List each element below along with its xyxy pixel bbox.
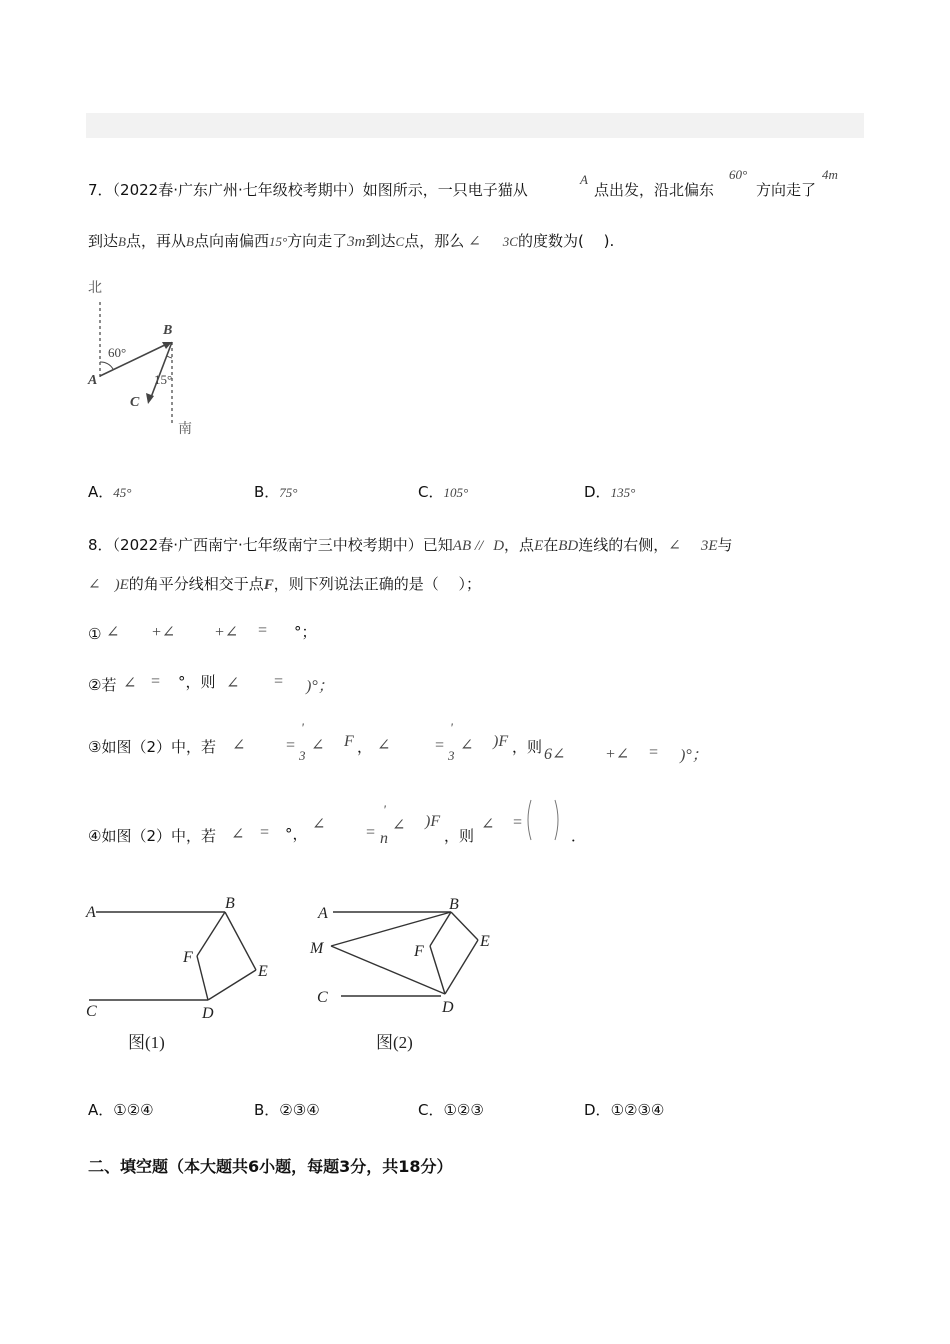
q7-text-e: 点，再从: [125, 232, 186, 250]
q7-fig-south: 南: [178, 422, 192, 437]
q8-s3-num: ③如图（2）中，若: [88, 738, 216, 756]
q7-angle-abc: 3C: [502, 234, 518, 249]
fig1-label-a: A: [86, 904, 96, 921]
q7-figure: [84, 276, 214, 446]
q7-option-a[interactable]: [88, 482, 131, 503]
q8-s4-m: ．: [571, 827, 587, 845]
q8-s4-j: ，则: [444, 827, 475, 845]
q8-s4-f: ': [383, 802, 386, 817]
q8-s3-i: =: [434, 737, 445, 754]
q8-option-a-value: ①②④: [113, 1101, 154, 1119]
q8-text-a: 已知: [422, 536, 453, 554]
q7-text-j: 的度数为( ).: [517, 232, 615, 250]
q8-s2-num: ②若: [88, 676, 117, 694]
q8-s1-c: +∠: [214, 624, 239, 641]
fig2-caption: 图(2): [376, 1033, 413, 1052]
fig2-line-md: [331, 946, 445, 994]
q8-s3-b: =: [285, 737, 296, 754]
q8-s4-l: =: [512, 814, 523, 831]
fig1-line-fd: [197, 956, 208, 1000]
q8-s4-e: =: [365, 824, 376, 841]
q7-angle-sym: ∠: [468, 234, 481, 250]
q8-s3-k: 3: [448, 748, 455, 763]
fig1-label-c: C: [86, 1003, 97, 1020]
q8-var-bd: BD: [558, 538, 579, 554]
q8-angle2-frag: )E: [114, 577, 129, 593]
fig1-label-b: B: [225, 895, 235, 912]
fig2-label-b: B: [449, 896, 459, 913]
fig1-label-d: D: [202, 1005, 214, 1022]
q8-s3-g: ，: [357, 738, 373, 756]
q8-s4-k: ∠: [481, 816, 495, 833]
q8-text-f: 的角平分线相交于点: [128, 575, 264, 593]
q8-option-d-key: D．: [584, 1101, 611, 1119]
q8-option-c-key: C．: [418, 1101, 444, 1119]
fig2-label-m: M: [310, 940, 324, 957]
q7-fig-label-a: A: [88, 373, 98, 388]
q7-var-c: C: [395, 234, 405, 249]
fig2-label-f: F: [414, 943, 424, 960]
fig2-label-d: D: [442, 999, 454, 1016]
q8-s3-r: )°；: [680, 747, 708, 764]
q8-s1-a: ∠: [106, 624, 120, 641]
q8-angle1-frag: 3E: [700, 538, 718, 554]
q8-option-d[interactable]: [584, 1100, 664, 1120]
q8-ab-parallel: AB //: [452, 538, 484, 554]
q7-option-d[interactable]: [584, 482, 635, 503]
fig2-label-c: C: [317, 989, 328, 1006]
q8-angle2: ∠: [88, 577, 101, 593]
q8-s3-a: ∠: [232, 737, 246, 754]
q8-s4-bracket-right: [555, 800, 558, 840]
q8-cd-frag: D: [493, 538, 505, 554]
q8-option-a[interactable]: [88, 1100, 154, 1120]
q8-s4-bracket-left: [528, 800, 531, 840]
q8-s3-l: ∠: [460, 737, 474, 754]
q8-s1-d: =: [257, 622, 268, 639]
q8-line2: [88, 574, 481, 595]
q7-fig-label-b: B: [163, 323, 173, 338]
q8-s3-q: =: [648, 744, 659, 761]
q7-option-b-key: B．: [254, 483, 280, 501]
header-bar: [86, 113, 864, 138]
q8-number: 8．: [88, 536, 113, 554]
q8-text-d: 连线的右侧，: [578, 536, 669, 554]
q8-s3-o: 6∠: [544, 746, 566, 763]
q8-s4-h: ∠: [392, 817, 406, 834]
fig2-line-be: [451, 912, 478, 940]
q8-figure-1: [82, 890, 282, 1060]
fig2-label-e: E: [480, 933, 490, 950]
q8-option-d-value: ①②③④: [610, 1101, 665, 1119]
section-2-heading: 二、填空题（本大题共6小题，每题3分，共18分）: [88, 1157, 453, 1176]
q8-s3-m: )F: [493, 733, 509, 750]
q8-text-b: ，点: [504, 536, 535, 554]
q8-s3-n: ，则: [512, 738, 543, 756]
q8-option-b[interactable]: [254, 1100, 320, 1120]
q8-option-b-value: ②③④: [279, 1101, 320, 1119]
q7-option-d-key: D．: [584, 483, 611, 501]
q8-s3-e: ∠: [311, 737, 325, 754]
q8-text-e: 与: [717, 536, 733, 554]
q8-option-c-value: ①②③: [443, 1101, 484, 1119]
q8-figure-2: [306, 890, 516, 1060]
q8-s3-f: F: [344, 733, 354, 750]
q7-var-a: A: [580, 172, 588, 187]
q8-s1-e: °；: [294, 623, 317, 641]
fig1-line-bf: [197, 912, 225, 956]
q7-text-c: 方向走了: [756, 181, 817, 199]
q8-s4-c: °，: [285, 825, 308, 843]
q8-s2-e: =: [273, 673, 284, 690]
q7-option-b-value: 75°: [279, 485, 298, 500]
fig1-label-f: F: [183, 949, 193, 966]
q8-var-f: F: [263, 577, 274, 593]
q7-option-a-key: A．: [88, 483, 114, 501]
q7-option-c-key: C．: [418, 483, 444, 501]
q8-s4-d: ∠: [312, 816, 326, 833]
fig2-line-fd: [430, 946, 445, 994]
q8-s2-f: )°；: [306, 678, 334, 695]
q8-option-b-key: B．: [254, 1101, 280, 1119]
q7-source: （2022春·广东广州·七年级校考期中）: [112, 181, 363, 199]
q7-option-c[interactable]: [418, 482, 468, 503]
q8-s2-d: ∠: [226, 675, 240, 692]
q7-option-d-value: 135°: [610, 485, 636, 500]
q8-s3-j: ': [450, 720, 453, 735]
q8-s4-num: ④如图（2）中，若: [88, 827, 216, 845]
q8-angle1: ∠: [668, 538, 681, 554]
q7-var-b2: B: [185, 234, 194, 249]
q7-dist-4m: 4m: [822, 167, 838, 182]
q7-text-a: 如图所示，一只电子猫从: [362, 181, 528, 199]
q7-line2: [88, 231, 614, 252]
q8-s2-c: °，则: [178, 673, 216, 691]
q8-option-a-key: A．: [88, 1101, 114, 1119]
q7-angle-60: 60°: [729, 167, 748, 182]
q7-text-g: 方向走了: [287, 232, 348, 250]
q8-source: （2022春·广西南宁·七年级南宁三中校考期中）: [112, 536, 423, 554]
fig2-label-a: A: [318, 905, 328, 922]
q8-s2-b: =: [150, 673, 161, 690]
q8-text-g: ，则下列说法正确的是（ ）；: [273, 575, 482, 593]
q8-var-e: E: [534, 538, 544, 554]
q8-s1-b: +∠: [151, 624, 176, 641]
q7-text-i: 点，那么: [404, 232, 465, 250]
q7-text-d: 到达: [88, 232, 119, 250]
q7-line1: [88, 180, 528, 200]
fig2-line-ed: [445, 940, 478, 994]
q7-option-a-value: 45°: [113, 485, 132, 500]
q7-fig-label-c: C: [130, 395, 140, 410]
q7-text-f: 点向南偏西: [193, 232, 269, 250]
q8-s2-a: ∠: [123, 675, 137, 692]
q8-s3-d: 3: [299, 748, 306, 763]
q7-fig-north: 北: [88, 281, 102, 296]
q7-option-c-value: 105°: [443, 485, 469, 500]
q8-s1-num: ①: [88, 625, 102, 643]
q7-text-h: 到达: [365, 232, 396, 250]
q7-text-b: 点出发，沿北偏东: [594, 181, 715, 199]
q7-option-b[interactable]: [254, 482, 298, 503]
fig1-caption: 图(1): [128, 1033, 165, 1052]
q8-s4-bracket: [523, 798, 563, 842]
q7-fig-angle1: 60°: [108, 345, 127, 360]
fig1-line-ed: [208, 970, 256, 1000]
q7-number: 7．: [88, 181, 113, 199]
q8-s3-c: ': [301, 720, 304, 735]
q8-line1: [88, 535, 733, 556]
q8-s4-a: ∠: [231, 826, 245, 843]
q8-s4-b: =: [259, 824, 270, 841]
q8-option-c[interactable]: [418, 1100, 484, 1120]
q8-s3-p: +∠: [605, 746, 630, 763]
q7-dist-3m: 3m: [347, 234, 366, 250]
q8-text-c: 在: [543, 536, 559, 554]
q8-s3-h: ∠: [377, 737, 391, 754]
fig1-line-be: [225, 912, 256, 970]
q7-fig-angle2: 15°: [154, 372, 173, 387]
fig1-label-e: E: [258, 963, 268, 980]
q7-var-b1: B: [118, 234, 126, 249]
q8-s4-i: )F: [425, 813, 441, 830]
q8-s4-g: n: [380, 830, 388, 847]
q7-angle-arc-a: [100, 362, 113, 369]
q7-angle-15: 15°: [268, 234, 288, 249]
